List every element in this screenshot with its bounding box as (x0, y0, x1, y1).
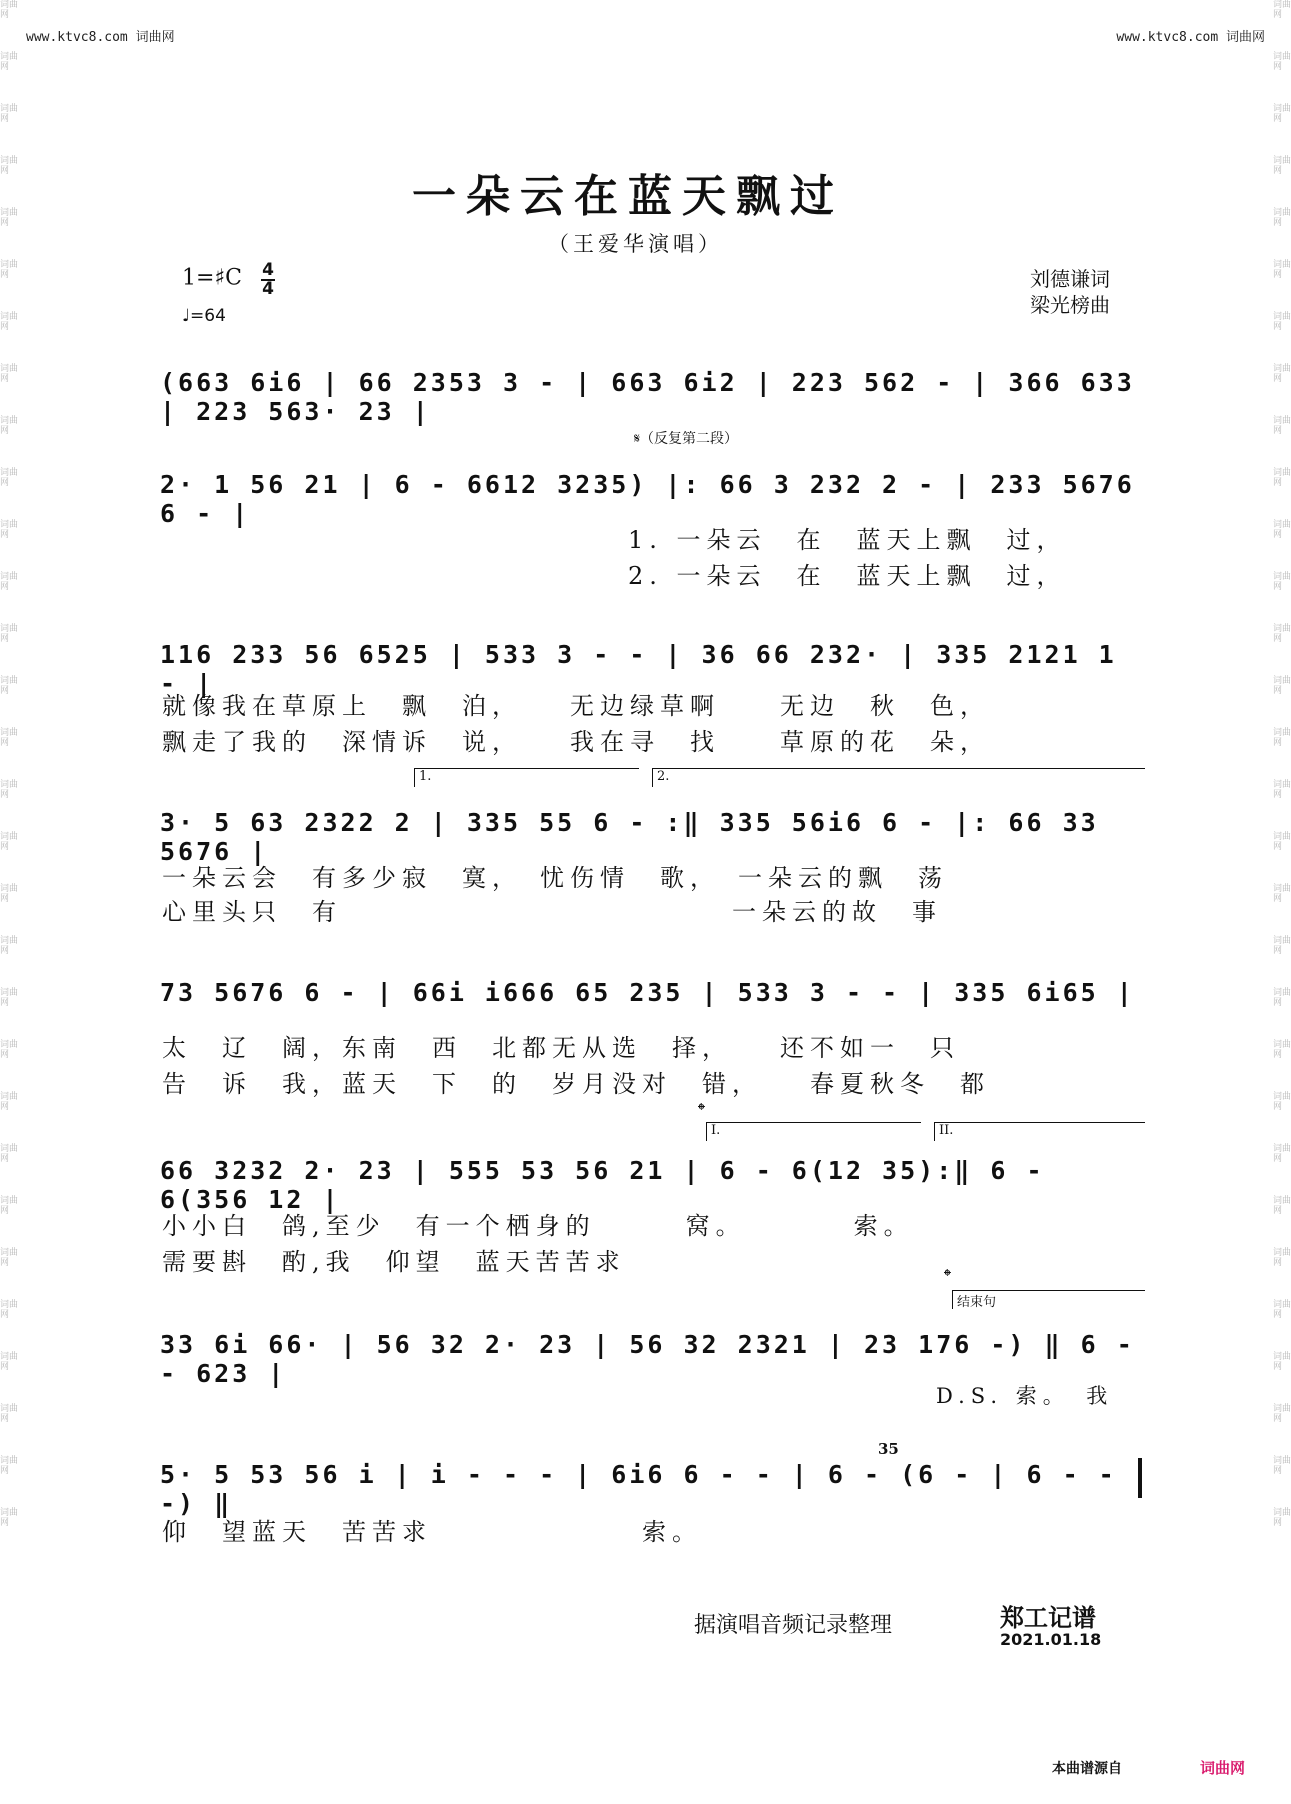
arranger-signature: 郑工记谱 (1000, 1604, 1096, 1632)
score-line-7: 33 6i 66· | 56 32 2· 23 | 56 32 2321 | 23 176 -) ‖ 6 - - 623 | (160, 1330, 1135, 1388)
segno-note: 𝄋（反复第二段） (634, 431, 739, 447)
composer: 梁光榜曲 (1030, 293, 1110, 317)
volta-II: II. (934, 1122, 1145, 1141)
coda-sign-1: 𝄌 (698, 1098, 705, 1122)
site-header-right: www.ktvc8.com 词曲网 (1116, 30, 1265, 45)
coda-sign-2: 𝄌 (944, 1264, 951, 1288)
lyric-line-6a: 小小白 鸽,至少 有一个栖身的 窝。 索。 (162, 1212, 914, 1240)
key-signature (182, 262, 275, 298)
score-line-4: 3· 5 63 2322 2 | 335 55 6 - :‖ 335 56i6 6 - |: 66 33 5676 | (160, 808, 1099, 866)
site-header-left: www.ktvc8.com 词曲网 (26, 30, 175, 45)
coda-ending: 结束句 (952, 1290, 1145, 1309)
score-line-1: (663 6i6 | 66 2353 3 - | 663 6i2 | 223 562 - | 366 633 | 223 563· 23 | (160, 368, 1135, 426)
score-line-6: 66 3232 2· 23 | 555 53 56 21 | 6 - 6(12 35):‖ 6 - 6(356 12 | (160, 1156, 1045, 1214)
left-watermark-strip: 词曲网 词曲网 词曲网 词曲网 词曲网 词曲网 词曲网 词曲网 词曲网 词曲网 词曲网 词曲网 词曲网 词曲网 词曲网 词曲网 词曲网 词曲网 词曲网 词曲网 词曲网 词曲网 词曲网 词曲网 词曲网 词曲网 词曲网 词曲网 词曲网 词曲网 (0, 0, 18, 1528)
source-label: 本曲谱源自 (1052, 1761, 1122, 1777)
lyric-line-5b: 告 诉 我，蓝天 下 的 岁月没对 错， 春夏秋冬 都 (162, 1070, 990, 1098)
lyric-line-4a: 一朵云会 有多少寂 寞， 忧伤情 歌， 一朵云的飘 荡 (162, 864, 948, 892)
volta-2: 2. (652, 768, 1145, 787)
score-line-5: 73 5676 6 - | 66i i666 65 235 | 533 3 - - | 335 6i65 | (160, 978, 1135, 1007)
score-line-2: 2· 1 56 21 | 6 - 6612 3235) |: 66 3 232 2 - | 233 5676 6 - | (160, 470, 1135, 528)
lyric-line-4b: 心里头只 有 一朵云的故 事 (162, 898, 942, 926)
lyric-line-5a: 太 辽 阔，东南 西 北都无从选 择， 还不如一 只 (162, 1034, 960, 1062)
tempo-mark: ♩=64 (182, 306, 226, 326)
credits (1030, 266, 1110, 318)
key-label: 1=♯C (182, 265, 242, 291)
final-barline (1138, 1458, 1142, 1498)
transcription-note: 据演唱音频记录整理 (694, 1613, 893, 1638)
arrangement-date: 2021.01.18 (1000, 1630, 1102, 1649)
lyric-line-8: 仰 望蓝天 苦苦求 索。 (162, 1518, 702, 1546)
lyric-line-2b: 2. 一朵云 在 蓝天上飘 过， (628, 562, 1067, 590)
lyric-line-6b: 需要斟 酌,我 仰望 蓝天苦苦求 (162, 1248, 626, 1276)
grace-note: 35 (878, 1440, 899, 1458)
score-line-3: 116 233 56 6525 | 533 3 - - | 36 66 232· | 335 2121 1 - | (160, 640, 1117, 698)
time-signature: $\frac{4}{4}$ (262, 260, 274, 299)
lyric-line-3a: 就像我在草原上 飘 泊， 无边绿草啊 无边 秋 色， (162, 692, 990, 720)
song-subtitle: （王爱华演唱） (548, 232, 723, 256)
right-watermark-strip: 词曲网 词曲网 词曲网 词曲网 词曲网 词曲网 词曲网 词曲网 词曲网 词曲网 词曲网 词曲网 词曲网 词曲网 词曲网 词曲网 词曲网 词曲网 词曲网 词曲网 词曲网 词曲网 词曲网 词曲网 词曲网 词曲网 词曲网 词曲网 词曲网 词曲网 (1273, 0, 1291, 1528)
lyric-line-2a: 1. 一朵云 在 蓝天上飘 过， (628, 526, 1067, 554)
volta-I: I. (706, 1122, 921, 1141)
score-line-8: 5· 5 53 56 i | i - - - | 6i6 6 - - | 6 - (6 - | 6 - - -) ‖ (160, 1460, 1117, 1518)
song-title: 一朵云在蓝天飘过 (412, 171, 844, 222)
source-brand-link[interactable]: 词曲网 (1200, 1759, 1246, 1777)
volta-1: 1. (414, 768, 639, 787)
lyric-line-7: D.S. 索。 我 (936, 1384, 1114, 1408)
lyricist: 刘德谦词 (1030, 267, 1110, 291)
lyric-line-3b: 飘走了我的 深情诉 说， 我在寻 找 草原的花 朵， (162, 728, 990, 756)
